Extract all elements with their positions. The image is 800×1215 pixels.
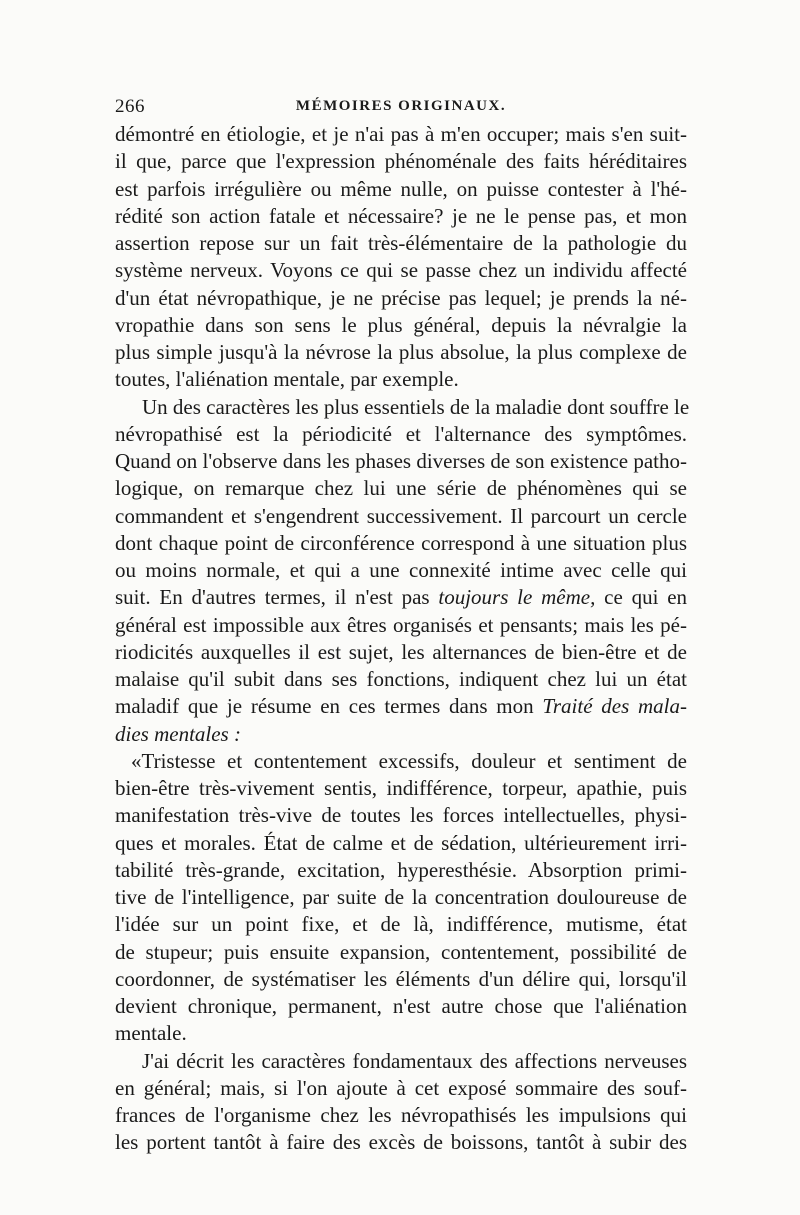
text-line: ques et morales. État de calme et de sédation, ultérieurement irri- [115,830,687,855]
quotation-first-line: «Tristesse et contentement excessifs, douleur et sentiment de [131,748,687,773]
text-line: bien-être très-vivement sentis, indifférence, torpeur, apathie, puis [115,776,687,800]
text-line: rédité son action fatale et nécessaire? je ne le pense pas, et mon [115,203,687,228]
text-line-italic [115,721,687,748]
text-line: riodicités auxquelles il est sujet, les alternances de bien-être et de [115,639,687,664]
text-line: les portent tantôt à faire des excès de boissons, tantôt à subir des [115,1130,687,1155]
text-line: dont chaque point de circonférence correspond à une situation plus [115,530,687,555]
text-line: tabilité très-grande, excitation, hyperesthésie. Absorption primi- [115,857,687,882]
text-segment: ce qui en [604,585,688,610]
text-line: de stupeur; puis ensuite expansion, contentement, possibilité de [115,939,687,964]
text-line: général est impossible aux êtres organisés et pensants; mais les pé- [115,612,687,637]
text-line: en général; mais, si l'on ajoute à cet exposé sommaire des souf- [115,1075,687,1100]
text-line: névropathisé est la périodicité et l'alternance des symptômes. [115,421,687,446]
page-number: 266 [115,96,145,117]
italic-phrase: toujours le même, [438,585,596,610]
text-line: Quand on l'observe dans les phases diverses de son existence patho- [115,449,687,473]
text-line: vropathie dans son sens le plus général, depuis la névralgie la [115,312,687,337]
book-title-italic: Traité des mala- [542,694,688,719]
text-line: toutes, l'aliénation mentale, par exemple. [115,367,459,392]
text-line: malaise qu'il subit dans ses fonctions, indiquent chez lui un état [115,667,687,691]
page-header [115,96,687,122]
text-line: logique, on remarque chez lui une série de phénomènes qui se [115,476,687,501]
text-segment: maladif que je résume en ces termes dans mon [115,694,534,719]
text-line: devient chronique, permanent, n'est autre chose que l'aliénation [115,994,687,1018]
text-line: ou moins normale, et qui a une connexité intime avec celle qui [115,558,687,582]
text-line: commandent et s'engendrent successivement. Il parcourt un cercle [115,503,687,528]
text-line: plus simple jusqu'à la névrose la plus absolue, la plus complexe de [115,340,687,364]
text-line: tive de l'intelligence, par suite de la concentration douloureuse de [115,885,687,909]
text-line: assertion repose sur un fait très-élémentaire de la pathologie du [115,231,687,255]
text-line: il que, parce que l'expression phénoménale des faits héréditaires [115,149,687,174]
paragraph-first-line: Un des caractères les plus essentiels de la maladie dont souffre le [142,394,690,419]
running-title: MÉMOIRES ORIGINAUX. [295,98,507,114]
text-line: coordonner, de systématiser les éléments d'un délire qui, lorsqu'il [115,966,687,991]
text-line-with-italic [115,693,687,720]
paragraph-first-line: J'ai décrit les caractères fondamentaux des affections nerveuses [142,1048,687,1073]
text-line: l'idée sur un point fixe, et de là, indifférence, mutisme, état [115,912,687,937]
text-line: manifestation très-vive de toutes les forces intellectuelles, physi- [115,803,687,828]
text-line: est parfois irrégulière ou même nulle, on puisse contester à l'hé- [115,176,687,201]
body-text [115,121,690,1157]
text-line: mentale. [115,1021,187,1046]
book-title-italic: dies mentales : [115,721,241,746]
text-segment: suit. En d'autres termes, il n'est pas [115,585,430,610]
text-line-with-italic [115,584,687,611]
text-line: frances de l'organisme chez les névropathisés les impulsions qui [115,1103,687,1127]
text-line: système nerveux. Voyons ce qui se passe chez un individu affecté [115,258,687,283]
text-line: d'un état névropathique, je ne précise pas lequel; je prends la né- [115,285,687,310]
text-line: démontré en étiologie, et je n'ai pas à m'en occuper; mais s'en suit- [115,122,687,146]
